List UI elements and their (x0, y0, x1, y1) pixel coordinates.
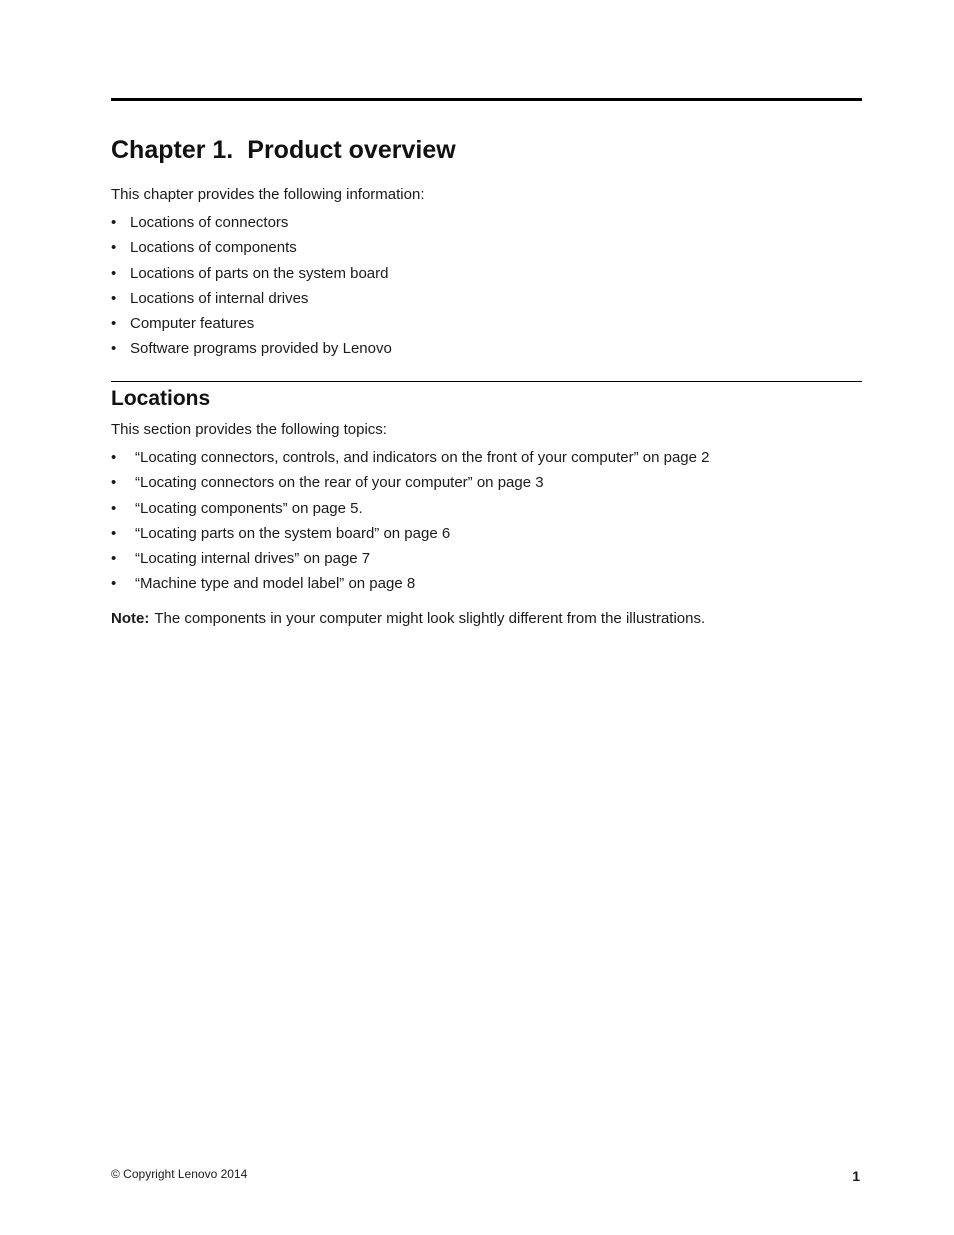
section-rule (111, 381, 862, 382)
note-label: Note: (111, 610, 150, 627)
section-intro: This section provides the following topics: (111, 421, 387, 438)
chapter-top-rule (111, 98, 862, 101)
bullet: • (111, 575, 117, 593)
chapter-intro: This chapter provides the following information: (111, 186, 425, 203)
list-item-text: Locations of parts on the system board (130, 264, 389, 282)
bullet: • (111, 340, 117, 358)
list-item-text: Software programs provided by Lenovo (130, 340, 392, 358)
bullet: • (111, 289, 117, 307)
note (111, 609, 705, 628)
bullet: • (111, 214, 117, 231)
note-text: The components in your computer might look slightly different from the illustrations. (154, 610, 706, 627)
chapter-title-text: Product overview (247, 136, 456, 164)
topic-link-model-label[interactable]: “Machine type and model label” on page 8 (135, 575, 416, 593)
section-title-locations: Locations (111, 387, 211, 410)
page-number: 1 (852, 1168, 860, 1184)
topic-link-internal-drives[interactable]: “Locating internal drives” on page 7 (135, 550, 371, 568)
bullet: • (111, 315, 117, 333)
list-item-text: Computer features (130, 315, 255, 333)
topic-link-rear-connectors[interactable]: “Locating connectors on the rear of your computer” on page 3 (135, 474, 544, 492)
list-item-text: Locations of internal drives (130, 289, 309, 307)
chapter-title (111, 134, 456, 166)
topic-link-system-board[interactable]: “Locating parts on the system board” on page 6 (135, 524, 451, 542)
topic-link-front-connectors[interactable]: “Locating connectors, controls, and indicators on the front of your computer” on page 2 (135, 449, 710, 466)
bullet: • (111, 550, 117, 568)
bullet: • (111, 499, 117, 517)
chapter-number: Chapter 1. (111, 136, 234, 164)
footer-copyright: © Copyright Lenovo 2014 (111, 1167, 248, 1181)
bullet: • (111, 449, 117, 466)
topic-link-components[interactable]: “Locating components” on page 5. (135, 499, 363, 517)
bullet: • (111, 264, 117, 282)
bullet: • (111, 239, 117, 257)
list-item-text: Locations of connectors (130, 214, 289, 231)
bullet: • (111, 474, 117, 492)
list-item-text: Locations of components (130, 239, 297, 257)
bullet: • (111, 524, 117, 542)
